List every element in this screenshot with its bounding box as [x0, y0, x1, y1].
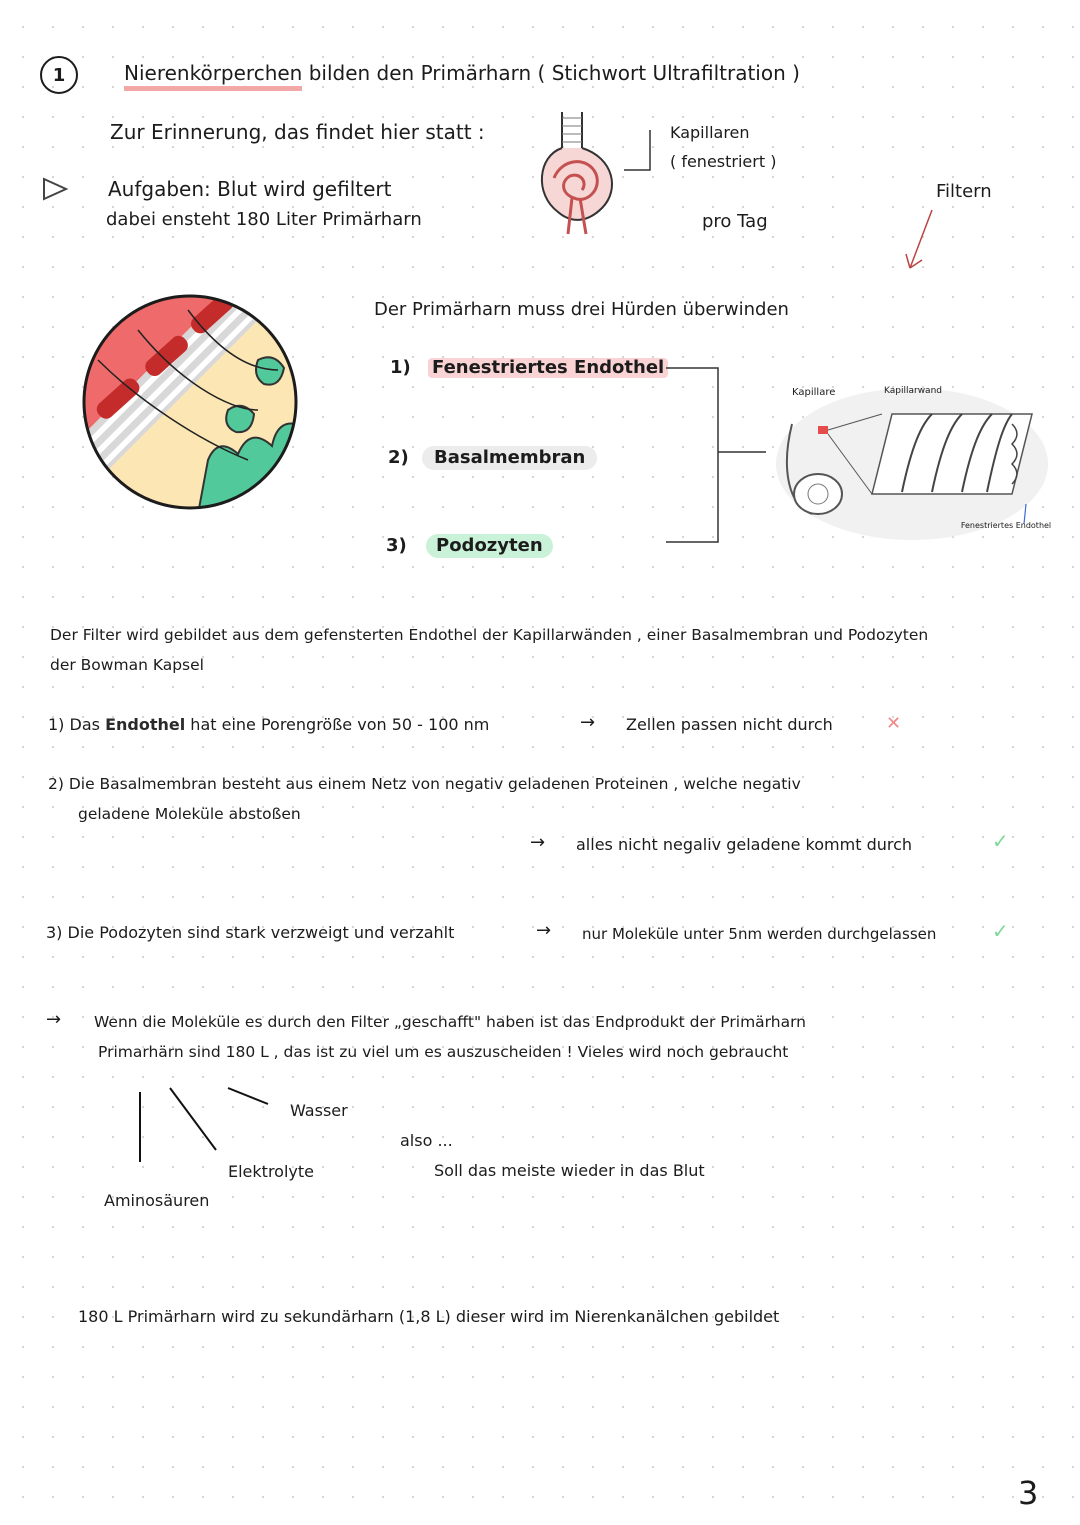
glomerulus-illustration [532, 108, 622, 238]
also-label: also ... [400, 1131, 453, 1150]
kapillarwand-label: Kapillarwand [884, 386, 942, 396]
bullet-triangle-icon [40, 176, 70, 202]
hurdle-2-num: 2) [388, 447, 409, 468]
point2-arrow: → [530, 832, 546, 853]
components-lines [120, 1078, 280, 1168]
point1-highlight: Endothel [105, 715, 186, 734]
filtern-label: Filtern [936, 181, 992, 202]
conclusion-line2: Primarhärn sind 180 L , das ist zu viel um es auszuscheiden ! Vieles wird noch gebraucht [98, 1043, 789, 1061]
hurdle-1-num: 1) [390, 357, 411, 378]
elektrolyte-label: Elektrolyte [228, 1162, 314, 1181]
also-text: Soll das meiste wieder in das Blut [434, 1161, 705, 1180]
kapillaren-pointer [620, 126, 660, 186]
point1-prefix: 1) Das [48, 715, 100, 734]
page-title [124, 62, 800, 84]
filtern-arrow-icon [900, 206, 940, 276]
point3-arrow: → [536, 920, 552, 941]
wasser-label: Wasser [290, 1101, 348, 1120]
hurdle-2-label: Basalmembran [422, 446, 597, 470]
point2-line1: 2) Die Basalmembran besteht aus einem Netz von negativ geladenen Proteinen , welche negativ [48, 775, 801, 793]
point3-text: 3) Die Podozyten sind stark verzweigt und verzahlt [46, 923, 455, 942]
kapillaren-label: Kapillaren [670, 123, 750, 142]
conclusion-arrow: → [46, 1009, 62, 1030]
point1-result: Zellen passen nicht durch [626, 715, 833, 734]
hurdle-1-label: Fenestriertes Endothel [428, 358, 668, 378]
point2-result: alles nicht negaliv geladene kommt durch [576, 835, 913, 854]
page-number: 3 [1018, 1474, 1039, 1512]
fenestriertes-endothel-label: Fenestriertes Endothel [960, 521, 1052, 530]
fenestriert-label: ( fenestriert ) [670, 152, 777, 171]
filter-text-line2: der Bowman Kapsel [50, 656, 204, 674]
point1-arrow: → [580, 712, 596, 733]
title-highlight: Nierenkörperchen [124, 61, 302, 91]
pro-tag-label: pro Tag [702, 211, 768, 232]
final-line: 180 L Primärharn wird zu sekundärharn (1,8 L) dieser wird im Nierenkanälchen gebildet [78, 1307, 780, 1326]
kapillare-label: Kapillare [792, 387, 836, 398]
point2-line2: geladene Moleküle abstoßen [78, 805, 301, 823]
section-number: 1 [52, 64, 66, 86]
hurdles-bracket [662, 362, 772, 552]
hurdles-heading: Der Primärharn muss drei Hürden überwinden [374, 299, 789, 320]
point2-check-icon: ✓ [992, 829, 1009, 853]
point3-result: nur Moleküle unter 5nm werden durchgelassen [582, 925, 937, 943]
title-rest: bilden den Primärharn ( Stichwort Ultrafiltration ) [308, 61, 800, 85]
point3-check-icon: ✓ [992, 919, 1009, 943]
filter-text-line1: Der Filter wird gebildet aus dem gefensterten Endothel der Kapillarwänden , einer Basalmembran und Podozyten [50, 626, 929, 644]
point1-rest: hat eine Porengröße von 50 - 100 nm [190, 715, 490, 734]
reminder-text: Zur Erinnerung, das findet hier statt : [110, 120, 485, 144]
tasks-line2: dabei ensteht 180 Liter Primärharn [106, 209, 422, 230]
tasks-line1: Aufgaben: Blut wird gefiltert [108, 177, 392, 201]
aminosaeuren-label: Aminosäuren [104, 1191, 210, 1210]
hurdle-3-num: 3) [386, 535, 407, 556]
hurdle-3-label: Podozyten [426, 534, 553, 558]
filter-circle-illustration [78, 290, 302, 514]
point1-text [48, 716, 489, 734]
point1-cross-icon: ✕ [886, 713, 902, 734]
conclusion-line1: Wenn die Moleküle es durch den Filter „geschafft" haben ist das Endprodukt der Primärharn [94, 1013, 807, 1031]
section-number-badge [40, 56, 78, 94]
